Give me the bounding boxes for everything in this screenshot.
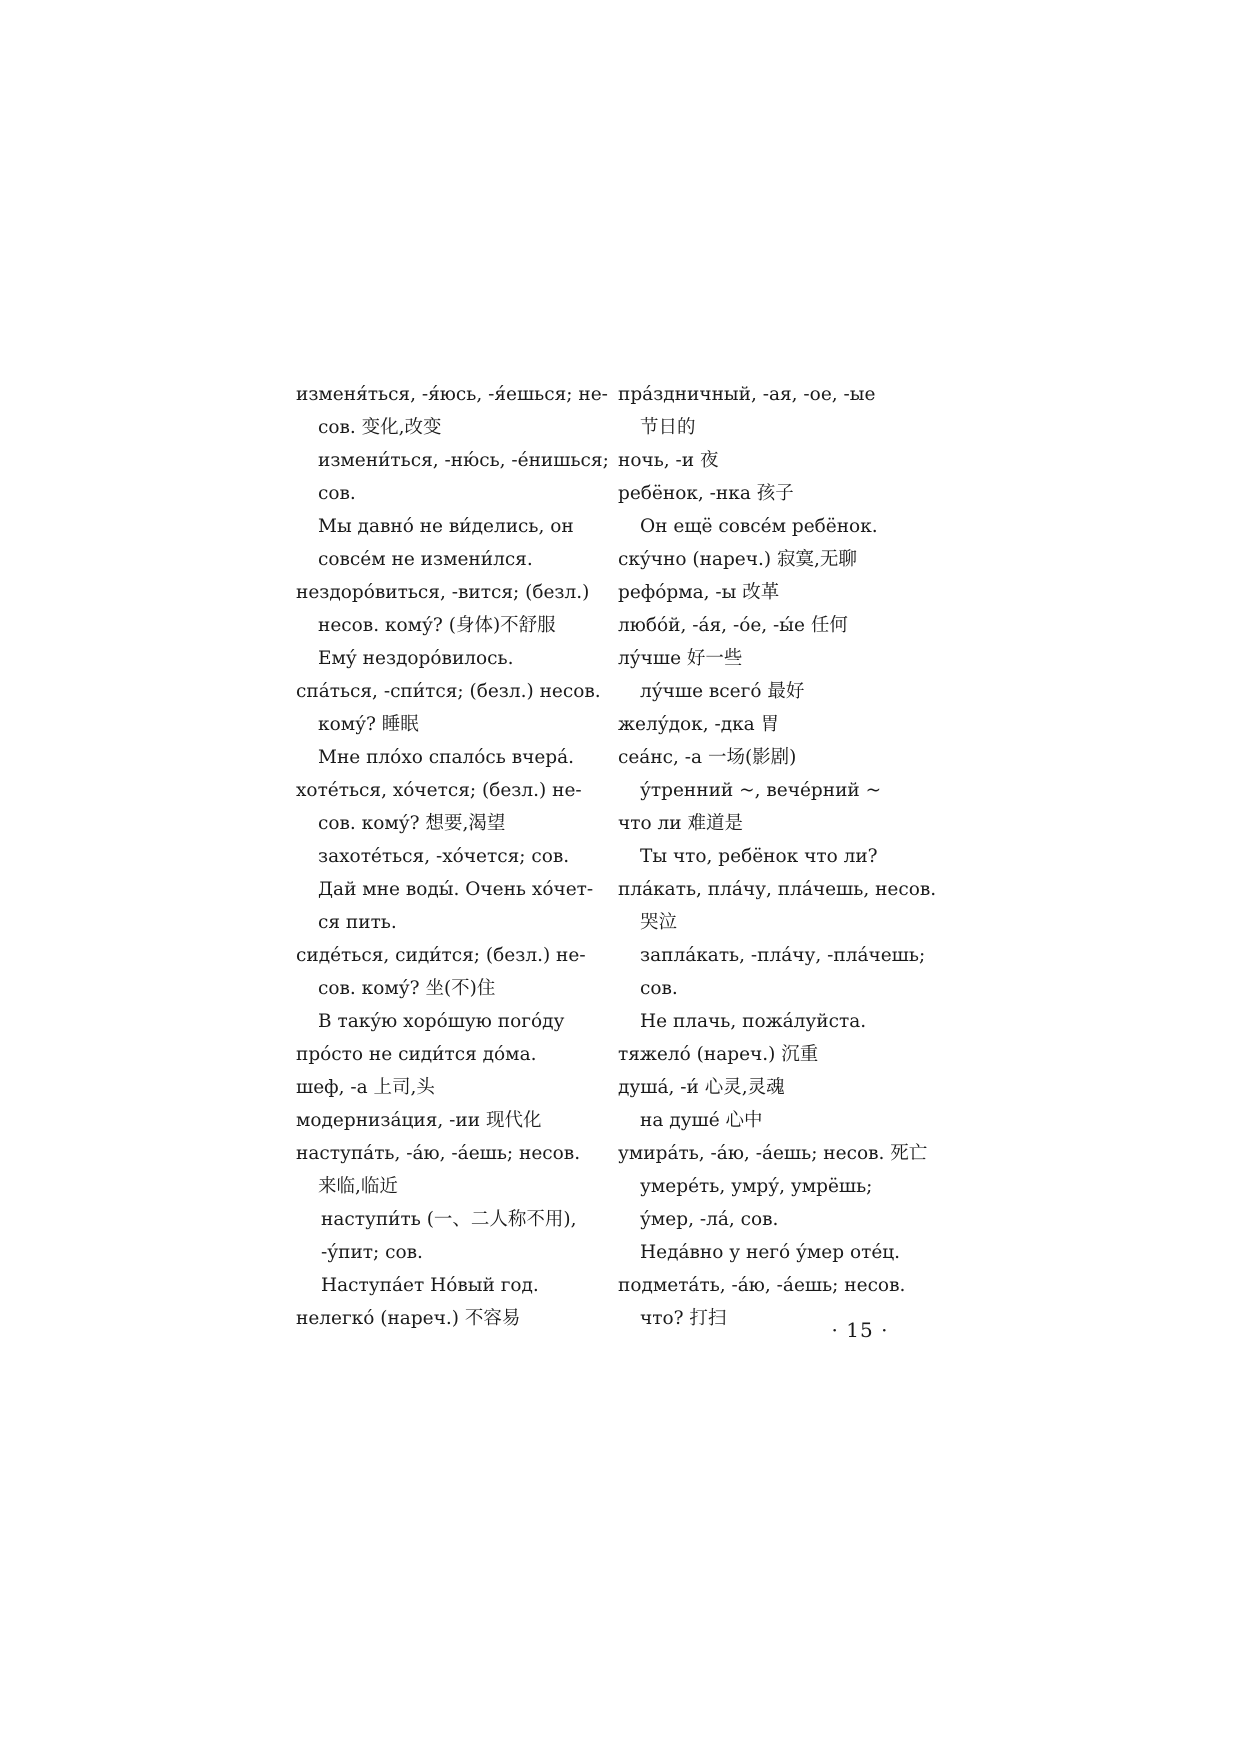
entry-line: умере́ть, умру́, умрёшь;: [640, 1176, 873, 1197]
entry-line: сов. кому́? 坐(不)住: [318, 978, 496, 999]
entry-line: спа́ться, -спи́тся; (безл.) несов.: [296, 681, 601, 702]
entry-line: ску́чно (нареч.) 寂寞,无聊: [618, 549, 857, 570]
entry-line: у́мер, -ла́, сов.: [640, 1209, 779, 1230]
entry-line: лу́чше 好一些: [618, 648, 743, 669]
right-column: [618, 378, 937, 1335]
entry-line: Не плачь, пожа́луйста.: [640, 1011, 867, 1032]
entry-line: Мне пло́хо спало́сь вчера́.: [318, 747, 575, 768]
entry-line: наступа́ть, -а́ю, -а́ешь; несов.: [296, 1143, 581, 1164]
entry-line: про́сто не сиди́тся до́ма.: [296, 1044, 537, 1065]
entry-line: сов.: [640, 978, 678, 999]
entry-line: пра́здничный, -ая, -ое, -ые: [618, 384, 876, 405]
entry-line: на душе́ 心中: [640, 1110, 763, 1131]
entry-line: ребёнок, -нка 孩子: [618, 483, 794, 504]
entry-line: изменя́ться, -я́юсь, -я́ешься; не-: [296, 384, 608, 405]
left-column: [296, 378, 609, 1335]
entry-line: Ему́ нездоро́вилось.: [318, 648, 514, 669]
entry-line: что? 打扫: [640, 1308, 727, 1329]
entry-line: умира́ть, -а́ю, -а́ешь; несов. 死亡: [618, 1143, 928, 1164]
entry-line: сеа́нс, -а 一场(影剧): [618, 747, 797, 768]
entry-line: любо́й, -а́я, -о́е, -ы́е 任何: [618, 615, 848, 636]
entry-line: несов. кому́? (身体)不舒服: [318, 615, 556, 636]
entry-line: -у́пит; сов.: [321, 1242, 423, 1263]
page-number: · 15 ·: [831, 1318, 889, 1342]
entry-line: Неда́вно у него́ у́мер оте́ц.: [640, 1242, 901, 1263]
entry-line: запла́кать, -пла́чу, -пла́чешь;: [640, 945, 926, 966]
entry-line: Наступа́ет Но́вый год.: [321, 1275, 539, 1296]
entry-line: желу́док, -дка 胃: [618, 714, 780, 735]
entry-line: наступи́ть (一、二人称不用),: [321, 1209, 577, 1230]
entry-line: измени́ться, -ню́сь, -е́нишься;: [318, 450, 609, 471]
entry-line: сов. кому́? 想要,渴望: [318, 813, 506, 834]
entry-line: шеф, -а 上司,头: [296, 1077, 435, 1098]
entry-line: захоте́ться, -хо́чется; сов.: [318, 846, 570, 867]
entry-line: 节日的: [640, 417, 696, 438]
entry-line: ночь, -и 夜: [618, 450, 719, 471]
entry-line: лу́чше всего́ 最好: [640, 681, 805, 702]
entry-line: нездоро́виться, -вится; (безл.): [296, 582, 590, 603]
entry-line: что ли 难道是: [618, 813, 743, 834]
entry-line: Дай мне воды́. Очень хо́чет-: [318, 879, 594, 900]
entry-line: сов. 变化,改变: [318, 417, 442, 438]
entry-line: сиде́ться, сиди́тся; (безл.) не-: [296, 945, 586, 966]
entry-line: сов.: [318, 483, 356, 504]
entry-line: 来临,临近: [318, 1176, 398, 1197]
entry-line: нелегко́ (нареч.) 不容易: [296, 1308, 521, 1329]
entry-line: модерниза́ция, -ии 现代化: [296, 1110, 542, 1131]
entry-line: кому́? 睡眠: [318, 714, 419, 735]
entry-line: совсе́м не измени́лся.: [318, 549, 533, 570]
entry-line: 哭泣: [640, 912, 678, 933]
entry-line: В таку́ю хоро́шую пого́ду: [318, 1011, 565, 1032]
entry-line: подмета́ть, -а́ю, -а́ешь; несов.: [618, 1275, 906, 1296]
entry-line: у́тренний ~, вече́рний ~: [640, 780, 882, 801]
entry-line: ся пить.: [318, 912, 397, 933]
entry-line: Ты что, ребёнок что ли?: [640, 846, 878, 867]
entry-line: пла́кать, пла́чу, пла́чешь, несов.: [618, 879, 937, 900]
entry-line: тяжело́ (нареч.) 沉重: [618, 1044, 819, 1065]
entry-line: рефо́рма, -ы 改革: [618, 582, 780, 603]
entry-line: Мы давно́ не ви́делись, он: [318, 516, 574, 537]
entry-line: Он ещё совсе́м ребёнок.: [640, 516, 878, 537]
entry-line: хоте́ться, хо́чется; (безл.) не-: [296, 780, 582, 801]
entry-line: душа́, -и́ 心灵,灵魂: [618, 1077, 785, 1098]
